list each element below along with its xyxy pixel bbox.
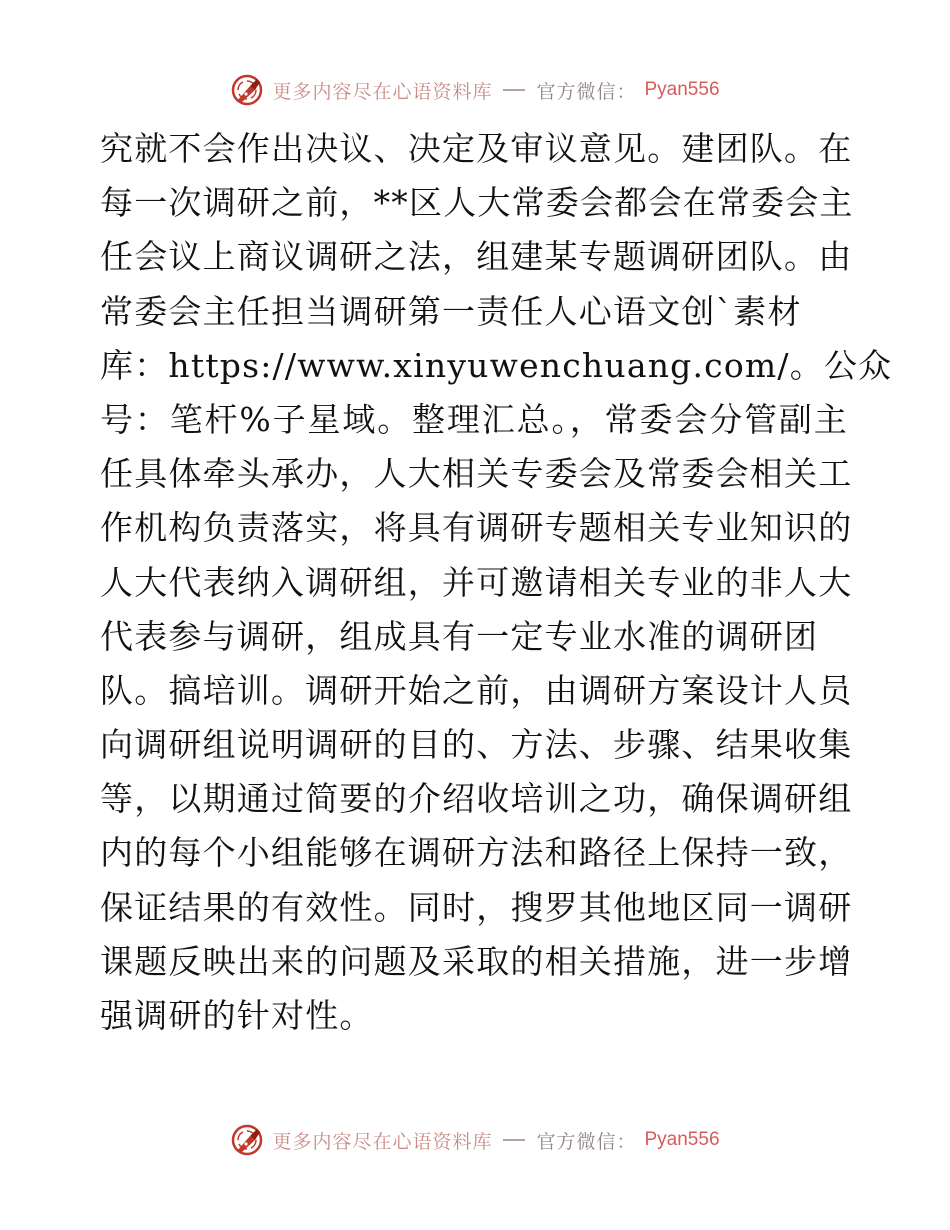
header-banner <box>0 70 950 110</box>
pen-nib-logo-icon <box>230 1123 264 1157</box>
banner-wechat-id: Pyan556 <box>644 1129 720 1150</box>
body-line: 究就不会作出决议、决定及审议意见。建团队。在 <box>100 129 853 168</box>
header-banner-content <box>230 73 719 107</box>
pen-nib-logo-icon <box>230 73 264 107</box>
banner-site-text: 更多内容尽在心语资料库 <box>272 1130 493 1153</box>
body-line: 向调研组说明调研的目的、方法、步骤、结果收集 <box>100 725 853 765</box>
body-line: 强调研的针对性。 <box>100 996 374 1035</box>
body-line: 内的每个小组能够在调研方法和路径上保持一致， <box>100 833 853 873</box>
body-line: 任会议上商议调研之法，组建某专题调研团队。由 <box>100 237 853 277</box>
body-line: 课题反映出来的问题及采取的相关措施，进一步增 <box>100 941 853 981</box>
body-line: 每一次调研之前，**区人大常委会都会在常委会主 <box>100 183 854 223</box>
body-line: 库：https://www.xinyuwenchuang.com/。公众 <box>100 345 893 385</box>
banner-wechat-id: Pyan556 <box>644 79 720 100</box>
footer-banner <box>0 1120 950 1160</box>
document-body <box>100 122 893 1043</box>
banner-dash-divider <box>503 89 525 91</box>
body-line: 任具体牵头承办，人大相关专委会及常委会相关工 <box>100 454 853 494</box>
banner-wechat-label: 官方微信： <box>536 1130 637 1153</box>
banner-site-text: 更多内容尽在心语资料库 <box>272 80 493 103</box>
body-line: 代表参与调研，组成具有一定专业水准的调研团 <box>100 616 819 656</box>
body-line: 等，以期通过简要的介绍收培训之功，确保调研组 <box>100 779 853 819</box>
banner-dash-divider <box>503 1139 525 1141</box>
body-line: 常委会主任担当调研第一责任人心语文创`素材 <box>100 291 802 331</box>
body-line: 人大代表纳入调研组，并可邀请相关专业的非人大 <box>100 562 853 602</box>
body-line: 号：笔杆%子星域。整理汇总。，常委会分管副主 <box>100 399 848 439</box>
body-line: 队。搞培训。调研开始之前，由调研方案设计人员 <box>100 670 853 710</box>
body-line: 作机构负责落实，将具有调研专题相关专业知识的 <box>100 508 853 548</box>
body-line: 保证结果的有效性。同时，搜罗其他地区同一调研 <box>100 887 853 927</box>
footer-banner-content <box>230 1123 719 1157</box>
banner-wechat-label: 官方微信： <box>536 80 637 103</box>
